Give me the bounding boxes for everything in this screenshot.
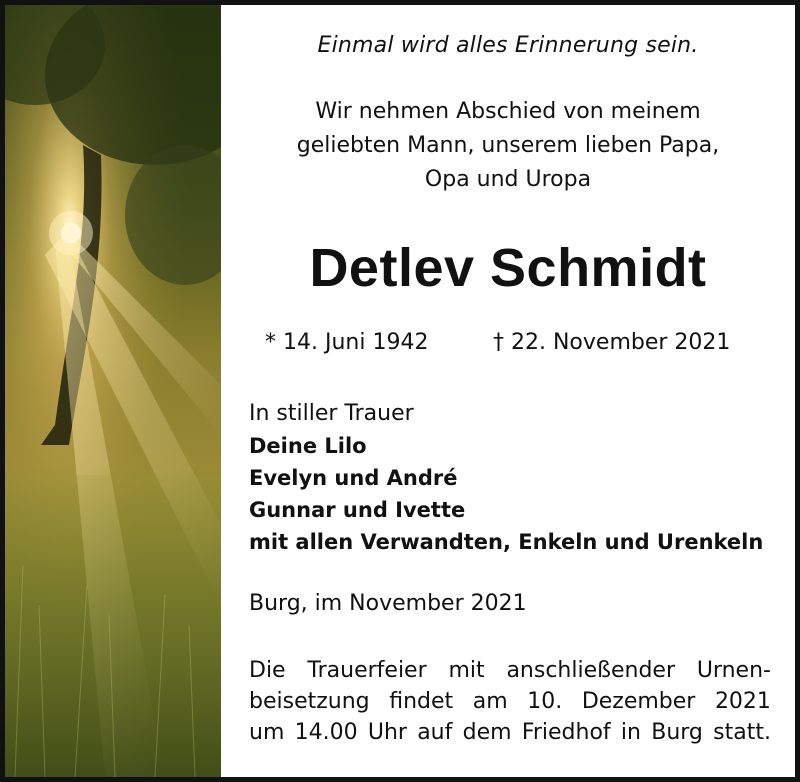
intro-line: Wir nehmen Abschied von meinem <box>315 99 701 124</box>
word: auf <box>417 720 453 745</box>
word: am <box>472 689 508 714</box>
word: Friedhof <box>521 720 611 745</box>
birth-date: * 14. Juni 1942 <box>265 330 429 355</box>
word: 14.00 <box>294 720 358 745</box>
word: 2021 <box>714 689 771 714</box>
word: 10. <box>527 689 563 714</box>
intro-line: Opa und Uropa <box>424 167 592 192</box>
mourner-name: Gunnar und Ivette <box>249 498 466 522</box>
funeral-info <box>249 655 771 748</box>
word: mit <box>448 658 485 683</box>
mourner-name: Deine Lilo <box>249 434 367 458</box>
word: statt. <box>713 720 771 745</box>
word: um <box>249 720 285 745</box>
word: in <box>620 720 641 745</box>
mourner-name: mit allen Verwandten, Enkeln und Urenkeln <box>249 530 764 554</box>
funeral-line-1 <box>249 655 771 686</box>
place-date: Burg, im November 2021 <box>249 591 527 616</box>
sunlit-forest-image <box>5 5 221 777</box>
funeral-line-3 <box>249 717 771 748</box>
word: findet <box>389 689 454 714</box>
mourners <box>249 398 789 558</box>
funeral-line-2 <box>249 686 771 717</box>
motto: Einmal wird alles Erinnerung sein. <box>317 33 699 58</box>
word: Burg <box>651 720 703 745</box>
word: beisetzung <box>249 689 370 714</box>
mourners-intro: In stiller Trauer <box>249 401 414 426</box>
mourner-name: Evelyn und André <box>249 466 458 490</box>
word: Uhr <box>367 720 407 745</box>
word: anschließender <box>506 658 676 683</box>
word: Die <box>249 658 286 683</box>
notice-text <box>221 5 795 777</box>
deceased-name: Detlev Schmidt <box>309 238 707 298</box>
intro-text <box>221 95 795 197</box>
intro-line: geliebten Mann, unserem lieben Papa, <box>296 133 720 158</box>
word: Dezember <box>581 689 696 714</box>
word: Trauerfeier <box>307 658 427 683</box>
word: Urnen- <box>696 658 771 683</box>
word: dem <box>462 720 512 745</box>
death-date: † 22. November 2021 <box>493 330 731 355</box>
